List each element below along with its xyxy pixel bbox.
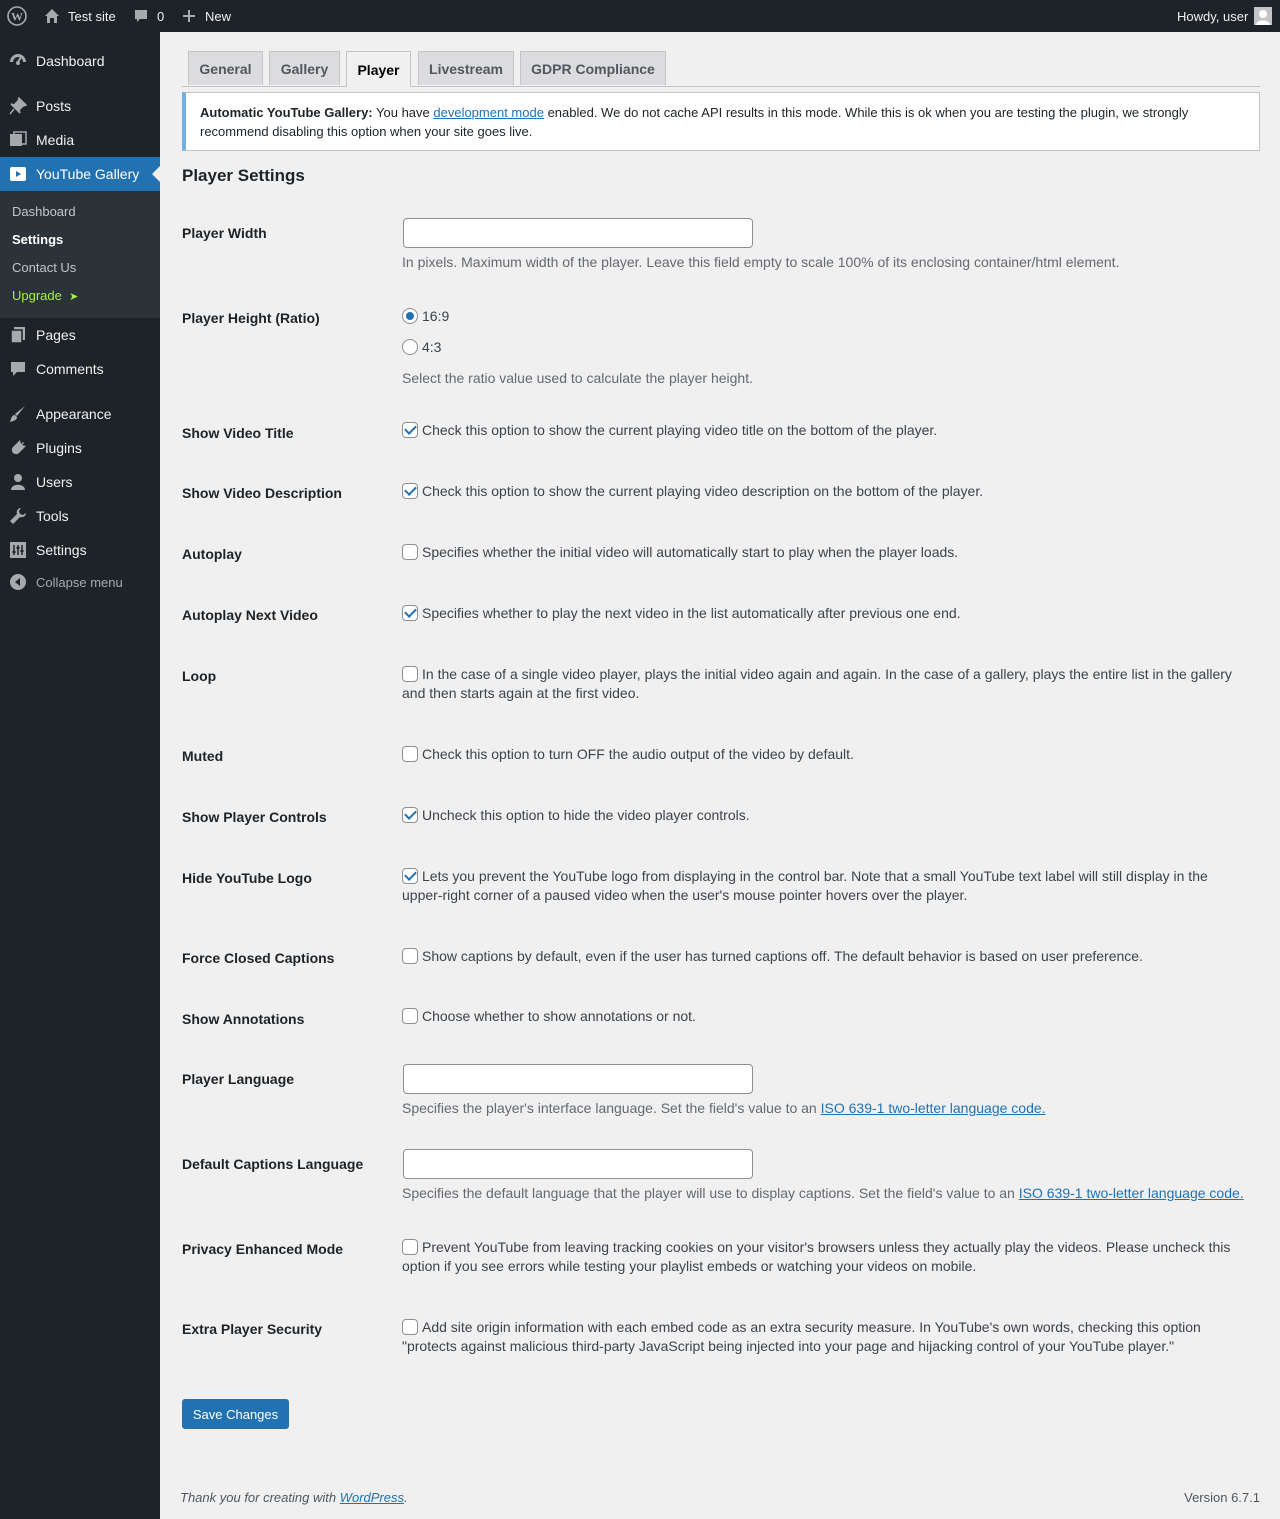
- player-ratio-label: Player Height (Ratio): [182, 310, 320, 326]
- annotations-description: Choose whether to show annotations or not.: [422, 1008, 696, 1024]
- collapse-menu-label: Collapse menu: [36, 574, 123, 590]
- sidebar-item-label: YouTube Gallery: [36, 166, 140, 182]
- sidebar-item-media[interactable]: [0, 123, 160, 157]
- player-language-label: Player Language: [182, 1071, 295, 1087]
- player-width-label: Player Width: [182, 225, 267, 241]
- development-mode-notice: [182, 92, 1260, 151]
- wordpress-link[interactable]: WordPress: [339, 1490, 404, 1505]
- security-checkbox[interactable]: [402, 1319, 418, 1335]
- autoplay-next-description: Specifies whether to play the next video in the list automatically after previous one end.: [422, 605, 961, 621]
- tab-livestream[interactable]: Livestream: [418, 51, 514, 85]
- media-icon: [8, 130, 28, 150]
- ratio-4-3-option[interactable]: [402, 339, 441, 355]
- annotations-option[interactable]: [402, 1007, 1242, 1026]
- player-width-description: In pixels. Maximum width of the player. Leave this field empty to scale 100% of its enclosing container/html element.: [402, 254, 1120, 270]
- submenu-upgrade-label: Upgrade: [12, 288, 62, 303]
- youtube-gallery-submenu: [0, 191, 160, 318]
- svg-text:W: W: [11, 9, 23, 24]
- hide-logo-checkbox[interactable]: [402, 868, 418, 884]
- sidebar-item-pages[interactable]: [0, 318, 160, 352]
- admin-bar: [0, 0, 1280, 32]
- collapse-menu-button[interactable]: [0, 565, 160, 599]
- ratio-4-3-radio[interactable]: [402, 339, 418, 355]
- show-title-checkbox[interactable]: [402, 422, 418, 438]
- privacy-option[interactable]: [402, 1238, 1242, 1276]
- security-label: Extra Player Security: [182, 1321, 323, 1337]
- sidebar-item-dashboard[interactable]: [0, 44, 160, 78]
- show-description-description: Check this option to show the current playing video description on the bottom of the player.: [422, 483, 984, 499]
- submenu-dashboard[interactable]: Dashboard: [12, 204, 76, 219]
- player-language-input[interactable]: [403, 1064, 753, 1094]
- autoplay-description: Specifies whether the initial video will automatically start to play when the player loads.: [422, 544, 959, 560]
- hide-logo-description: Lets you prevent the YouTube logo from displaying in the control bar. Note that a small YouTube text label will still display in the upper-right corner of a paused video when the user's mouse pointer hovers over the player.: [402, 868, 1208, 903]
- loop-description: In the case of a single video player, plays the initial video again and again. In the case of a gallery, plays the entire list in the gallery and then starts again at the first video.: [402, 666, 1232, 701]
- controls-description: Uncheck this option to hide the video player controls.: [422, 807, 750, 823]
- sidebar-item-label: Posts: [36, 98, 72, 114]
- settings-icon: [8, 540, 28, 560]
- sidebar-item-label: Settings: [36, 542, 87, 558]
- controls-checkbox[interactable]: [402, 807, 418, 823]
- hide-logo-label: Hide YouTube Logo: [182, 870, 312, 886]
- show-title-description: Check this option to show the current playing video title on the bottom of the player.: [422, 422, 938, 438]
- captions-option[interactable]: [402, 947, 1242, 966]
- sidebar-item-label: Media: [36, 132, 75, 148]
- iso-code-link[interactable]: ISO 639-1 two-letter language code.: [820, 1100, 1046, 1116]
- show-title-option[interactable]: [402, 421, 1242, 440]
- autoplay-next-option[interactable]: [402, 604, 1242, 623]
- captions-description: Show captions by default, even if the user has turned captions off. The default behavior is based on user preference.: [422, 948, 1143, 964]
- submenu-settings[interactable]: Settings: [12, 232, 64, 247]
- site-name-link[interactable]: Test site: [68, 8, 116, 24]
- plug-icon: [8, 438, 28, 458]
- howdy-user-link[interactable]: Howdy, user: [1177, 8, 1249, 24]
- sidebar-item-youtube-gallery[interactable]: [0, 157, 160, 191]
- pin-icon: [8, 96, 28, 116]
- captions-language-input[interactable]: [403, 1149, 753, 1179]
- plus-icon[interactable]: [182, 0, 196, 32]
- arrow-icon: ➤: [69, 291, 79, 303]
- sidebar-item-plugins[interactable]: [0, 431, 160, 465]
- iso-code-link[interactable]: ISO 639-1 two-letter language code.: [1018, 1185, 1244, 1201]
- footer-thanks-text: Thank you for creating with: [180, 1490, 340, 1505]
- player-language-description: [402, 1099, 1046, 1118]
- sidebar-item-label: Plugins: [36, 440, 82, 456]
- notice-text-post: enabled. We do not cache API results in this mode. While this is ok when you are testing the plugin, we strongly recommend disabling this option when your site goes live.: [200, 105, 1189, 139]
- ratio-16-9-option[interactable]: [402, 308, 449, 324]
- loop-option[interactable]: [402, 665, 1242, 703]
- annotations-checkbox[interactable]: [402, 1008, 418, 1024]
- ratio-16-9-label: 16:9: [422, 308, 450, 324]
- save-changes-button[interactable]: Save Changes: [182, 1399, 289, 1429]
- annotations-label: Show Annotations: [182, 1011, 305, 1027]
- sidebar-item-label: Appearance: [36, 406, 112, 422]
- tab-gdpr-compliance[interactable]: GDPR Compliance: [520, 51, 666, 85]
- tabs-divider: [182, 86, 1260, 87]
- captions-checkbox[interactable]: [402, 948, 418, 964]
- sidebar-item-label: Pages: [36, 327, 76, 343]
- pages-icon: [8, 325, 28, 345]
- submenu-contact-us[interactable]: Contact Us: [12, 260, 77, 275]
- sidebar-item-posts[interactable]: [0, 89, 160, 123]
- autoplay-option[interactable]: [402, 543, 1242, 562]
- admin-sidebar: [0, 32, 160, 1519]
- security-description: Add site origin information with each embed code as an extra security measure. In YouTube's own words, checking this option "protects against malicious third-party JavaScript being injected into your page and hijacking control of your YouTube player.": [402, 1319, 1201, 1354]
- player-language-desc-text: Specifies the player's interface language. Set the field's value to an: [402, 1100, 821, 1116]
- loop-label: Loop: [182, 668, 217, 684]
- sidebar-item-settings[interactable]: [0, 533, 160, 567]
- autoplay-checkbox[interactable]: [402, 544, 418, 560]
- new-content-link[interactable]: New: [205, 8, 232, 24]
- privacy-description: Prevent YouTube from leaving tracking cookies on your visitor's browsers unless they actually play the videos. Please uncheck this option if you see errors while testing your playlist embeds or watching your videos on mobile.: [402, 1239, 1231, 1274]
- footer-thanks: [180, 1490, 408, 1505]
- show-description-option[interactable]: [402, 482, 1242, 501]
- youtube-icon: [8, 164, 28, 184]
- sidebar-item-users[interactable]: [0, 465, 160, 499]
- user-icon: [8, 472, 28, 492]
- ratio-4-3-label: 4:3: [422, 339, 442, 355]
- comment-bubble-icon[interactable]: [133, 0, 149, 32]
- muted-label: Muted: [182, 748, 224, 764]
- wrench-icon: [8, 506, 28, 526]
- sidebar-item-appearance[interactable]: [0, 397, 160, 431]
- captions-language-desc-text: Specifies the default language that the player will use to display captions. Set the field's value to an: [402, 1185, 1019, 1201]
- sidebar-item-label: Dashboard: [36, 53, 105, 69]
- privacy-checkbox[interactable]: [402, 1239, 418, 1255]
- page-title: Player Settings: [182, 166, 305, 185]
- controls-option[interactable]: [402, 806, 1242, 825]
- sidebar-item-comments[interactable]: [0, 352, 160, 386]
- sidebar-item-label: Comments: [36, 361, 104, 377]
- tab-general[interactable]: General: [188, 51, 263, 85]
- show-title-label: Show Video Title: [182, 425, 294, 441]
- captions-label: Force Closed Captions: [182, 950, 335, 966]
- home-icon[interactable]: [44, 0, 60, 32]
- sidebar-item-tools[interactable]: [0, 499, 160, 533]
- autoplay-label: Autoplay: [182, 546, 242, 562]
- comment-icon: [8, 359, 28, 379]
- muted-option[interactable]: [402, 745, 1242, 764]
- footer-version: Version 6.7.1: [1184, 1490, 1260, 1505]
- autoplay-next-checkbox[interactable]: [402, 605, 418, 621]
- sidebar-item-label: Users: [36, 474, 73, 490]
- show-description-label: Show Video Description: [182, 485, 342, 501]
- dashboard-icon: [8, 51, 28, 71]
- notice-title: Automatic YouTube Gallery:: [200, 105, 373, 120]
- notice-text-pre: You have: [372, 105, 434, 120]
- development-mode-link[interactable]: development mode: [433, 105, 544, 120]
- footer-thanks-end: .: [404, 1490, 408, 1505]
- wordpress-logo-icon[interactable]: [7, 0, 27, 32]
- autoplay-next-label: Autoplay Next Video: [182, 607, 318, 623]
- captions-language-description: [402, 1184, 1244, 1203]
- hide-logo-option[interactable]: [402, 867, 1242, 905]
- avatar[interactable]: [1254, 0, 1272, 32]
- controls-label: Show Player Controls: [182, 809, 327, 825]
- player-width-input[interactable]: [403, 218, 753, 248]
- tab-player[interactable]: Player: [346, 51, 411, 87]
- brush-icon: [8, 404, 28, 424]
- captions-language-label: Default Captions Language: [182, 1156, 364, 1172]
- comments-count[interactable]: 0: [157, 8, 165, 24]
- show-description-checkbox[interactable]: [402, 483, 418, 499]
- tab-gallery[interactable]: Gallery: [269, 51, 340, 85]
- ratio-16-9-radio[interactable]: [402, 308, 418, 324]
- player-ratio-description: Select the ratio value used to calculate the player height.: [402, 370, 753, 386]
- sidebar-item-label: Tools: [36, 508, 69, 524]
- privacy-label: Privacy Enhanced Mode: [182, 1241, 344, 1257]
- collapse-arrow-icon: [8, 572, 28, 592]
- muted-checkbox[interactable]: [402, 746, 418, 762]
- muted-description: Check this option to turn OFF the audio output of the video by default.: [422, 746, 854, 762]
- loop-checkbox[interactable]: [402, 666, 418, 682]
- security-option[interactable]: [402, 1318, 1242, 1356]
- submenu-upgrade[interactable]: [12, 288, 78, 303]
